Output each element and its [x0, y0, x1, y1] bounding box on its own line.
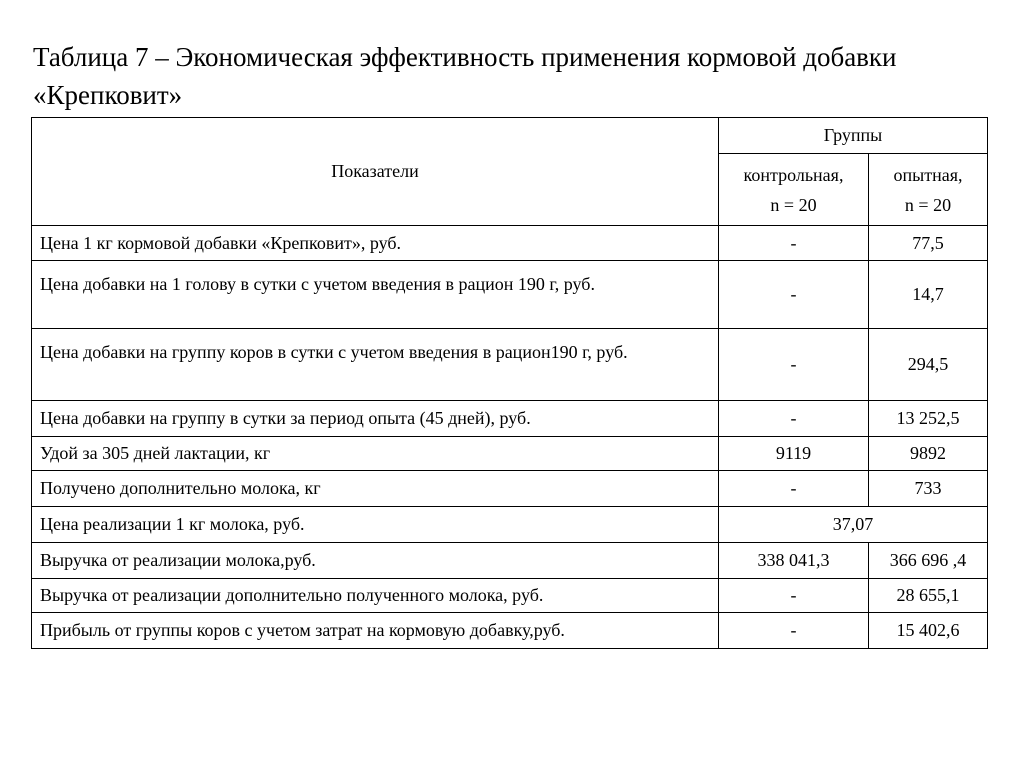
row-label: Прибыль от группы коров с учетом затрат на кормовую добавку,руб.	[32, 613, 719, 649]
table-caption	[33, 38, 993, 114]
experimental-value: 15 402,6	[869, 613, 988, 649]
table-row	[32, 261, 988, 329]
experimental-value: 14,7	[869, 261, 988, 329]
table-row	[32, 437, 988, 471]
control-value: -	[719, 226, 869, 261]
row-label: Цена 1 кг кормовой добавки «Крепковит», руб.	[32, 226, 719, 261]
row-label: Цена реализации 1 кг молока, руб.	[32, 507, 719, 543]
table-row	[32, 329, 988, 401]
row-label: Выручка от реализации молока,руб.	[32, 543, 719, 579]
control-value: -	[719, 261, 869, 329]
control-value: -	[719, 579, 869, 613]
table-row	[32, 401, 988, 437]
header-control-group	[719, 154, 869, 226]
header-experimental-name: опытная,	[893, 164, 963, 185]
header-control-n: n = 20	[770, 194, 817, 215]
table-row	[32, 579, 988, 613]
table-caption-line-2: «Крепковит»	[33, 80, 183, 110]
table-row	[32, 507, 988, 543]
header-experimental-group	[869, 154, 988, 226]
experimental-value: 366 696 ,4	[869, 543, 988, 579]
row-label: Получено дополнительно молока, кг	[32, 471, 719, 507]
economic-efficiency-table	[31, 117, 988, 649]
control-value: -	[719, 401, 869, 437]
header-control-name: контрольная,	[743, 164, 844, 185]
control-value: 338 041,3	[719, 543, 869, 579]
experimental-value: 733	[869, 471, 988, 507]
experimental-value: 28 655,1	[869, 579, 988, 613]
control-value: 9119	[719, 437, 869, 471]
experimental-value: 77,5	[869, 226, 988, 261]
table-row	[32, 226, 988, 261]
control-value: -	[719, 613, 869, 649]
header-groups: Группы	[719, 118, 988, 154]
table-row	[32, 543, 988, 579]
header-indicators: Показатели	[32, 118, 719, 226]
control-value: -	[719, 329, 869, 401]
experimental-value: 13 252,5	[869, 401, 988, 437]
experimental-value: 294,5	[869, 329, 988, 401]
row-label: Выручка от реализации дополнительно полученного молока, руб.	[32, 579, 719, 613]
merged-value: 37,07	[719, 507, 988, 543]
row-label: Удой за 305 дней лактации, кг	[32, 437, 719, 471]
row-label: Цена добавки на 1 голову в сутки с учетом введения в рацион 190 г, руб.	[32, 261, 719, 329]
table-row	[32, 471, 988, 507]
table-caption-line-1: Таблица 7 – Экономическая эффективность применения кормовой добавки	[33, 42, 897, 72]
experimental-value: 9892	[869, 437, 988, 471]
row-label: Цена добавки на группу в сутки за период опыта (45 дней), руб.	[32, 401, 719, 437]
header-row-groups	[32, 118, 988, 154]
header-experimental-n: n = 20	[904, 194, 952, 215]
table-row	[32, 613, 988, 649]
control-value: -	[719, 471, 869, 507]
row-label: Цена добавки на группу коров в сутки с учетом введения в рацион190 г, руб.	[32, 329, 719, 401]
